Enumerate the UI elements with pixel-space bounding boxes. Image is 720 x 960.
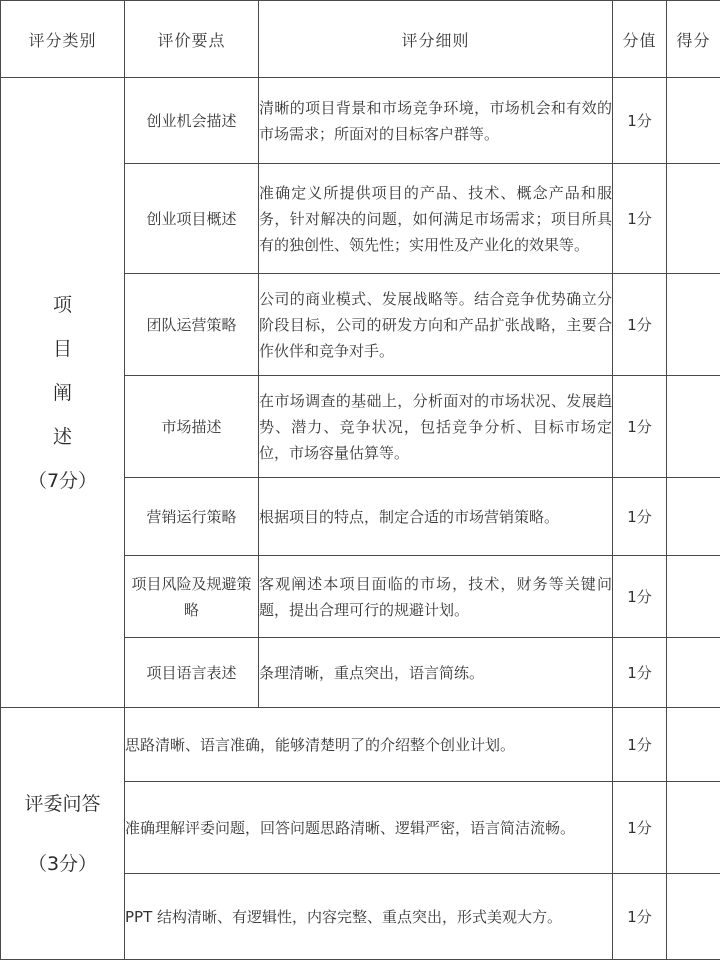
detail-cell: 清晰的项目背景和市场竞争环境，市场机会和有效的市场需求；所面对的目标客户群等。 bbox=[259, 78, 613, 164]
detail-cell: 客观阐述本项目面临的市场，技术，财务等关键问题，提出合理可行的规避计划。 bbox=[259, 556, 613, 638]
value-cell: 1分 bbox=[613, 708, 667, 782]
detail-cell: 公司的商业模式、发展战略等。结合竞争优势确立分阶段目标，公司的研发方向和产品扩张战略，主要合作伙伴和竞争对手。 bbox=[259, 274, 613, 376]
value-cell: 1分 bbox=[613, 274, 667, 376]
detail-cell: 根据项目的特点，制定合适的市场营销策略。 bbox=[259, 478, 613, 556]
value-cell: 1分 bbox=[613, 376, 667, 478]
detail-cell: PPT 结构清晰、有逻辑性，内容完整、重点突出，形式美观大方。 bbox=[125, 874, 613, 960]
value-cell: 1分 bbox=[613, 638, 667, 708]
category-line: 目 bbox=[52, 337, 72, 360]
category-line: 阐 bbox=[52, 381, 72, 404]
detail-cell: 条理清晰，重点突出，语言简练。 bbox=[259, 638, 613, 708]
detail-cell: 准确理解评委问题，回答问题思路清晰、逻辑严密，语言简洁流畅。 bbox=[125, 782, 613, 874]
point-cell: 项目风险及规避策略 bbox=[125, 556, 259, 638]
detail-cell: 准确定义所提供项目的产品、技术、概念产品和服务，针对解决的问题，如何满足市场需求；项目所具有的独创性、领先性；实用性及产业化的效果等。 bbox=[259, 164, 613, 274]
category-line: 项 bbox=[52, 293, 72, 316]
value-cell: 1分 bbox=[613, 164, 667, 274]
score-input-cell[interactable] bbox=[667, 78, 720, 164]
score-input-cell[interactable] bbox=[667, 782, 720, 874]
point-cell: 营销运行策略 bbox=[125, 478, 259, 556]
value-cell: 1分 bbox=[613, 782, 667, 874]
score-input-cell[interactable] bbox=[667, 556, 720, 638]
score-input-cell[interactable] bbox=[667, 708, 720, 782]
category-project-description bbox=[1, 78, 125, 708]
score-input-cell[interactable] bbox=[667, 376, 720, 478]
score-input-cell[interactable] bbox=[667, 274, 720, 376]
table-header-row bbox=[1, 1, 720, 78]
point-cell: 团队运营策略 bbox=[125, 274, 259, 376]
score-input-cell[interactable] bbox=[667, 478, 720, 556]
point-cell: 项目语言表述 bbox=[125, 638, 259, 708]
score-input-cell[interactable] bbox=[667, 638, 720, 708]
header-got: 得分 bbox=[667, 1, 720, 78]
value-cell: 1分 bbox=[613, 874, 667, 960]
category-line: 述 bbox=[52, 425, 72, 448]
header-value: 分值 bbox=[613, 1, 667, 78]
score-input-cell[interactable] bbox=[667, 164, 720, 274]
table-row bbox=[1, 708, 720, 782]
point-cell: 创业机会描述 bbox=[125, 78, 259, 164]
category-line: （7分） bbox=[27, 469, 98, 492]
value-cell: 1分 bbox=[613, 556, 667, 638]
detail-cell: 在市场调查的基础上，分析面对的市场状况、发展趋势、潜力、竞争状况，包括竞争分析、目标市场定位，市场容量估算等。 bbox=[259, 376, 613, 478]
header-point: 评价要点 bbox=[125, 1, 259, 78]
category-line: 评委问答 bbox=[24, 792, 101, 815]
value-cell: 1分 bbox=[613, 478, 667, 556]
point-cell: 创业项目概述 bbox=[125, 164, 259, 274]
score-input-cell[interactable] bbox=[667, 874, 720, 960]
header-detail: 评分细则 bbox=[259, 1, 613, 78]
table-row bbox=[1, 78, 720, 164]
point-cell: 市场描述 bbox=[125, 376, 259, 478]
value-cell: 1分 bbox=[613, 78, 667, 164]
detail-cell: 思路清晰、语言准确，能够清楚明了的介绍整个创业计划。 bbox=[125, 708, 613, 782]
category-line: （3分） bbox=[27, 852, 98, 875]
category-judge-qa bbox=[1, 708, 125, 960]
header-category: 评分类别 bbox=[1, 1, 125, 78]
